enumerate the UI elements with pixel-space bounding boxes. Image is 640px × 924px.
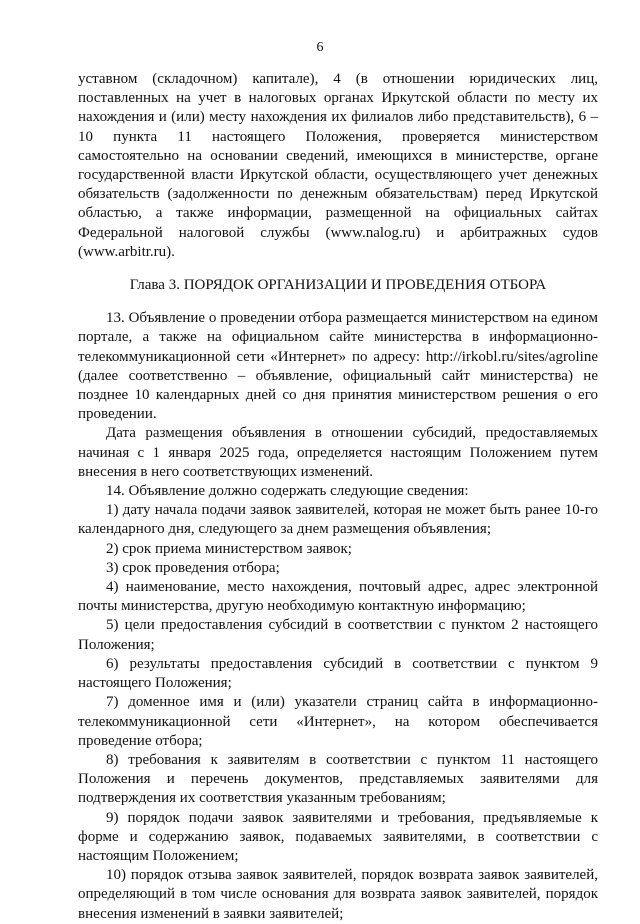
document-body <box>78 70 598 924</box>
paragraph-14: 14. Объявление должно содержать следующие сведения: <box>106 483 469 500</box>
list-item-6: 6) результаты предоставления субсидий в соответствии с пунктом 9 настоящего Положения; <box>78 655 598 692</box>
list-item-9: 9) порядок подачи заявок заявителями и требования, предъявляемые к форме и содержанию заявок, подаваемых заявителями, в соответствии с настоящим Положением; <box>78 809 598 864</box>
intro-paragraph: уставном (складочном) капитале), 4 (в отношении юридических лиц, поставленных на учет в налоговых органах Иркутской области по месту их нахождения и (или) месту нахождения их филиалов либо представительств), 6 – 10 пункта 11 настоящего Положения, проверяется министерством самостоятельно на основании сведений, имеющихся в министерстве, органе государственной власти Иркутской области, осуществляющего учет денежных обязательств (задолженности по денежным обязательствам) перед Иркутской областью, а также информации, размещенной на официальных сайтах Федеральной налоговой службы (www.nalog.ru) и арбитражных судов (www.arbitr.ru). <box>78 71 598 260</box>
list-item-8: 8) требования к заявителям в соответствии с пунктом 11 настоящего Положения и перечень документов, представляемых заявителями для подтверждения их соответствия указанным требованиям; <box>78 751 598 807</box>
paragraph-publication-date: Дата размещения объявления в отношении субсидий, предоставляемых начиная с 1 января 2025 года, определяется настоящим Положением путем внесения в него соответствующих изменений. <box>78 425 598 480</box>
page-number: 6 <box>316 40 324 55</box>
list-item-7: 7) доменное имя и (или) указатели страниц сайта в информационно-телекоммуникационной сети «Интернет», на котором обеспечивается проведение отбора; <box>78 694 598 749</box>
paragraph-13: 13. Объявление о проведении отбора размещается министерством на едином портале, а также на официальном сайте министерства в информационно-телекоммуникационной сети «Интернет» по адресу: http://irkobl.ru/sites/agroline (далее соответственно – объявление, официальный сайт министерства) не позднее 10 календарных дней со дня принятия министерством решения о его проведении. <box>78 310 598 423</box>
list-item-1: 1) дату начала подачи заявок заявителей, которая не может быть ранее 10-го календарного дня, следующего за днем размещения объявления; <box>78 502 598 538</box>
list-item-5: 5) цели предоставления субсидий в соответствии с пунктом 2 настоящего Положения; <box>78 617 598 653</box>
list-item-10: 10) порядок отзыва заявок заявителей, порядок возврата заявок заявителей, определяющий в том числе основания для возврата заявок заявителей, порядок внесения изменений в заявки заявителей; <box>78 867 598 922</box>
chapter-heading: Глава 3. ПОРЯДОК ОРГАНИЗАЦИИ И ПРОВЕДЕНИЯ ОТБОРА <box>129 277 547 294</box>
list-item-2: 2) срок приема министерством заявок; <box>106 540 352 557</box>
list-item-4: 4) наименование, место нахождения, почтовый адрес, адрес электронной почты министерства, другую необходимую контактную информацию; <box>78 579 598 615</box>
list-item-3: 3) срок проведения отбора; <box>106 559 280 576</box>
